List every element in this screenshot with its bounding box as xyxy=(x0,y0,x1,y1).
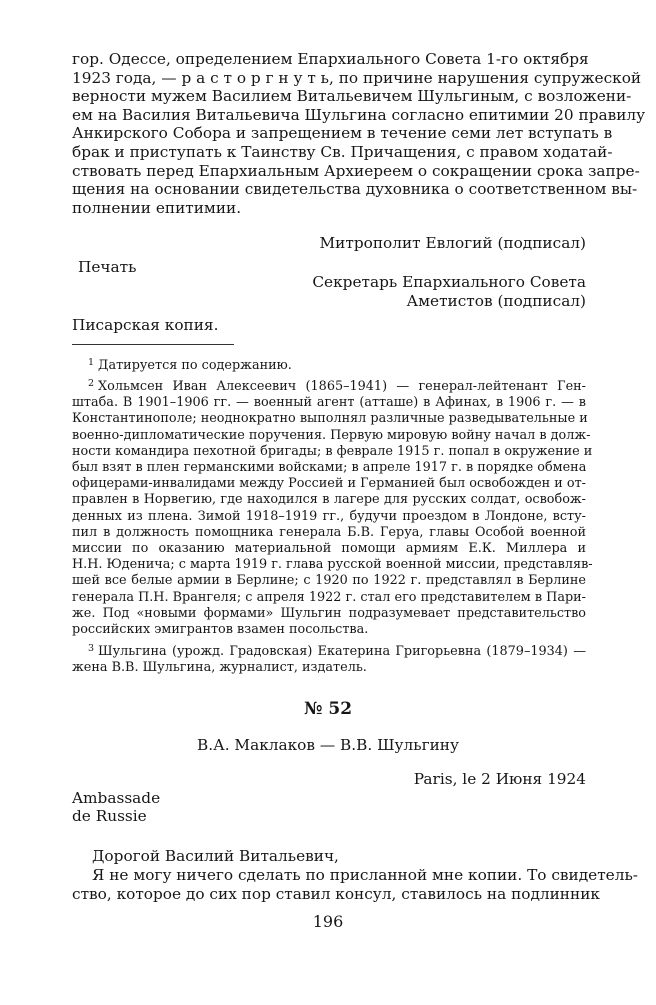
page-number: 196 xyxy=(312,912,344,931)
text-line: 1923 года, — р а с т о р г н у т ь, по причине нарушения супружеской xyxy=(72,68,642,87)
place-date: Paris, le 2 Июня 1924 xyxy=(413,770,586,788)
top-paragraph xyxy=(72,50,646,217)
letter-body xyxy=(72,866,638,903)
text-line: щения на основании свидетельства духовника о соответственном вы- xyxy=(72,180,638,199)
footnote-marker: 2 xyxy=(88,378,95,389)
signature-secretary-line2: Аметистов (подписал) xyxy=(406,292,586,310)
footnote-line: был взят в плен германскими войсками; в апреле 1917 г. в порядке обмена xyxy=(72,460,587,476)
text-line: ство, которое до сих пор ставил консул, ставилось на подлинник xyxy=(72,884,600,903)
text-line: верности мужем Василием Витальевичем Шульгиным, с возложени- xyxy=(72,87,632,106)
text-line: Анкирского Собора и запрещением в течение семи лет вступать в xyxy=(72,124,613,143)
footnote-1 xyxy=(72,355,586,374)
footnote-line: миссии по оказанию материальной помощи армиям Е.К. Миллера и xyxy=(72,541,586,557)
footnote-line: генерала П.Н. Врангеля; с апреля 1922 г. стал его представителем в Пари- xyxy=(72,589,586,605)
footnote-2 xyxy=(72,376,593,638)
footnote-line: жена В.В. Шульгина, журналист, издатель. xyxy=(72,660,367,676)
footnote-marker: 3 xyxy=(88,643,95,654)
footnote-line: российских эмигрантов взамен посольства. xyxy=(72,622,369,638)
footnote-line: ности командира пехотной бригады; в феврале 1915 г. попал в окружение и xyxy=(72,443,593,459)
footnote-divider xyxy=(72,344,234,345)
signature-metropolitan: Митрополит Евлогий (подписал) xyxy=(319,234,586,252)
footnote-text: Хольмсен Иван Алексеевич (1865–1941) — генерал-лейтенант Ген- xyxy=(98,379,586,394)
document-title: В.А. Маклаков — В.В. Шульгину xyxy=(197,736,459,754)
text-line: брак и приступать к Таинству Св. Причащения, с правом ходатай- xyxy=(72,142,613,161)
text-line: ствовать перед Епархиальным Архиереем о сокращении срока запре- xyxy=(72,161,640,180)
footnote-3 xyxy=(72,641,586,676)
letterhead-line1: Ambassade xyxy=(72,789,161,807)
text-line: ем на Василия Витальевича Шульгина согласно епитимии 20 правилу xyxy=(72,105,646,124)
footnote-line: шей все белые армии в Берлине; с 1920 по 1922 г. представлял в Берлине xyxy=(72,573,586,589)
copy-note: Писарская копия. xyxy=(72,316,219,334)
footnote-line: денных из плена. Зимой 1918–1919 гг., будучи проездом в Лондоне, всту- xyxy=(72,508,586,524)
footnote-line: Н.Н. Юденича; с марта 1919 г. глава русской военной миссии, представляв- xyxy=(72,557,593,573)
footnote-text: Шульгина (урожд. Градовская) Екатерина Григорьевна (1879–1934) — xyxy=(98,644,586,659)
footnote-line: пил в должность помощника генерала Б.В. Геруа, главы Особой военной xyxy=(72,524,586,540)
text-line: Я не могу ничего сделать по присланной мне копии. То свидетель- xyxy=(92,866,638,884)
text-line: полнении епитимии. xyxy=(72,198,242,217)
footnote-line: правлен в Норвегию, где находился в лагере для русских солдат, освобож- xyxy=(72,492,586,508)
footnote-line: штаба. В 1901–1906 гг. — военный агент (атташе) в Афинах, в 1906 г. — в xyxy=(72,395,586,411)
footnote-line: офицерами-инвалидами между Россией и Германией был освобожден и от- xyxy=(72,476,586,492)
salutation: Дорогой Василий Витальевич, xyxy=(92,847,339,865)
footnote-line: Константинополе; неоднократно выполнял различные разведывательные и xyxy=(72,411,588,427)
text-line: гор. Одессе, определением Епархиального Совета 1-го октября xyxy=(72,50,589,68)
footnote-line: военно-дипломатические поручения. Первую мировую войну начал в долж- xyxy=(72,427,591,443)
footnote-line: же. Под «новыми формами» Шульгин подразумевает представительство xyxy=(72,605,586,621)
signature-secretary-line1: Секретарь Епархиального Совета xyxy=(312,273,586,291)
footnote-text: Датируется по содержанию. xyxy=(98,358,292,373)
document-number: № 52 xyxy=(303,699,353,719)
letterhead-line2: de Russie xyxy=(72,807,147,825)
footnote-marker: 1 xyxy=(88,357,95,368)
seal-label: Печать xyxy=(78,258,137,276)
